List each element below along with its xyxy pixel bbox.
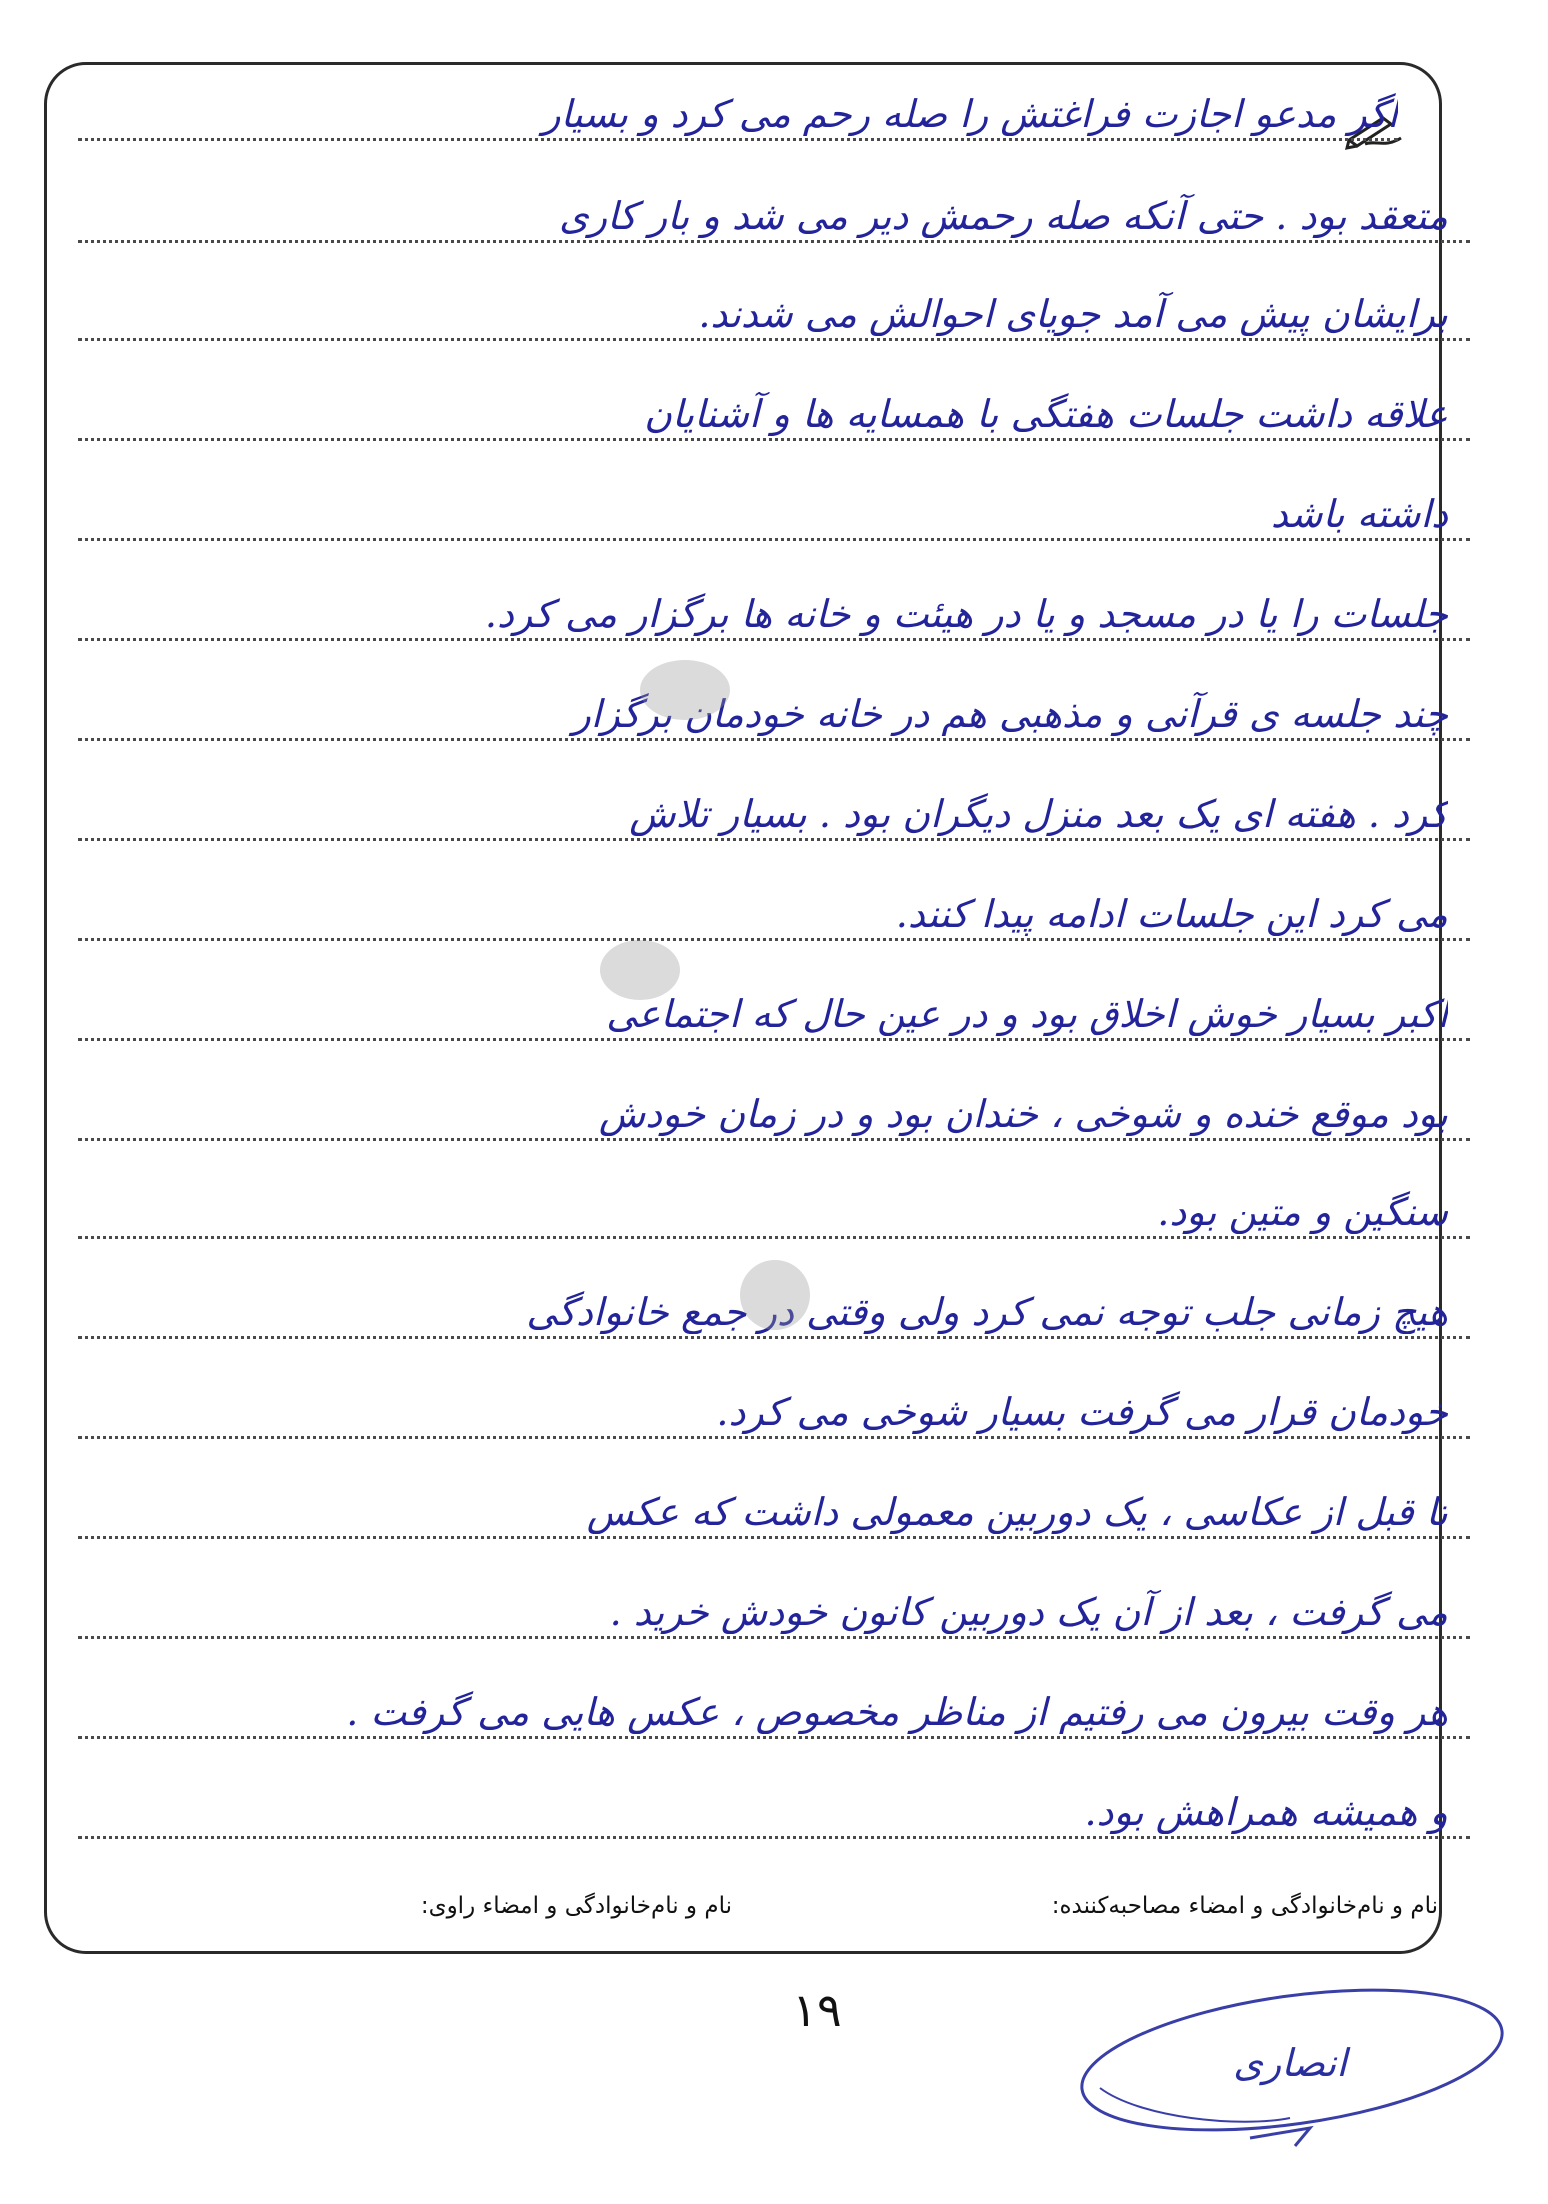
handwritten-line: هیچ زمانی جلب توجه نمی کرد ولی وقتی در جمع خانوادگی	[526, 1290, 1448, 1334]
page-number: ١٩	[792, 1983, 842, 2037]
handwritten-line: خودمان قرار می گرفت بسیار شوخی می کرد.	[716, 1390, 1448, 1434]
ruling-line	[78, 938, 1470, 941]
ruling-line	[78, 638, 1470, 641]
handwritten-line: و همیشه همراهش بود.	[1084, 1790, 1448, 1834]
interviewer-signature-label: نام و نام‌خانوادگی و امضاء مصاحبه‌کننده:	[1051, 1893, 1438, 1919]
handwritten-line: می گرفت ، بعد از آن یک دوربین کانون خودش خرید .	[609, 1590, 1448, 1634]
ruling-line	[78, 240, 1470, 243]
ruling-line	[78, 438, 1470, 441]
ruling-line	[78, 1236, 1470, 1239]
handwritten-line: برایشان پیش می آمد جویای احوالش می شدند.	[698, 292, 1448, 336]
handwritten-line: تا قبل از عکاسی ، یک دوربین معمولی داشت که عکس	[586, 1490, 1448, 1534]
ruling-line	[78, 1736, 1470, 1739]
ruling-line	[78, 1436, 1470, 1439]
ruling-line	[78, 1038, 1470, 1041]
handwritten-line: کرد . هفته ای یک بعد منزل دیگران بود . بسیار تلاش	[629, 792, 1448, 836]
ruling-line	[78, 1138, 1470, 1141]
handwritten-line: بود موقع خنده و شوخی ، خندان بود و در زمان خودش	[598, 1092, 1448, 1136]
ruling-line	[78, 538, 1470, 541]
scan-speck	[640, 660, 730, 720]
ruling-line	[78, 838, 1470, 841]
scan-speck	[600, 940, 680, 1000]
handwritten-line: جلسات را یا در مسجد و یا در هیئت و خانه ها برگزار می کرد.	[484, 592, 1448, 636]
ruling-line	[78, 1636, 1470, 1639]
handwritten-line: چند جلسه ی قرآنی و مذهبی هم در خانه خودمان برگزار	[572, 692, 1448, 736]
ruling-line	[78, 1536, 1470, 1539]
signature	[1060, 1968, 1520, 2168]
handwritten-line: متعقد بود . حتی آنکه صله رحمش دیر می شد و بار کاری	[559, 194, 1448, 238]
handwritten-line: اگر مدعو اجازت فراغتش را صله رحم می کرد و بسیار	[542, 92, 1398, 136]
svg-text:انصاری: انصاری	[1233, 2041, 1347, 2085]
handwritten-line: اکبر بسیار خوش اخلاق بود و در عین حال که اجتماعی	[606, 992, 1448, 1036]
ruling-line	[78, 1336, 1470, 1339]
ruling-line	[78, 738, 1470, 741]
narrator-signature-label: نام و نام‌خانوادگی و امضاء راوی:	[420, 1893, 732, 1919]
handwritten-line: می کرد این جلسات ادامه پیدا کنند.	[895, 892, 1448, 936]
ruling-line	[78, 1836, 1470, 1839]
ruling-line	[78, 138, 1398, 141]
scan-speck	[740, 1260, 810, 1330]
handwritten-line: سنگین و متین بود.	[1157, 1190, 1448, 1234]
handwritten-line: علاقه داشت جلسات هفتگی با همسایه ها و آشنایان	[644, 392, 1448, 436]
handwritten-line: داشته باشد	[1270, 492, 1448, 536]
handwritten-line: هر وقت بیرون می رفتیم از مناظر مخصوص ، عکس هایی می گرفت .	[346, 1690, 1448, 1734]
ruling-line	[78, 338, 1470, 341]
